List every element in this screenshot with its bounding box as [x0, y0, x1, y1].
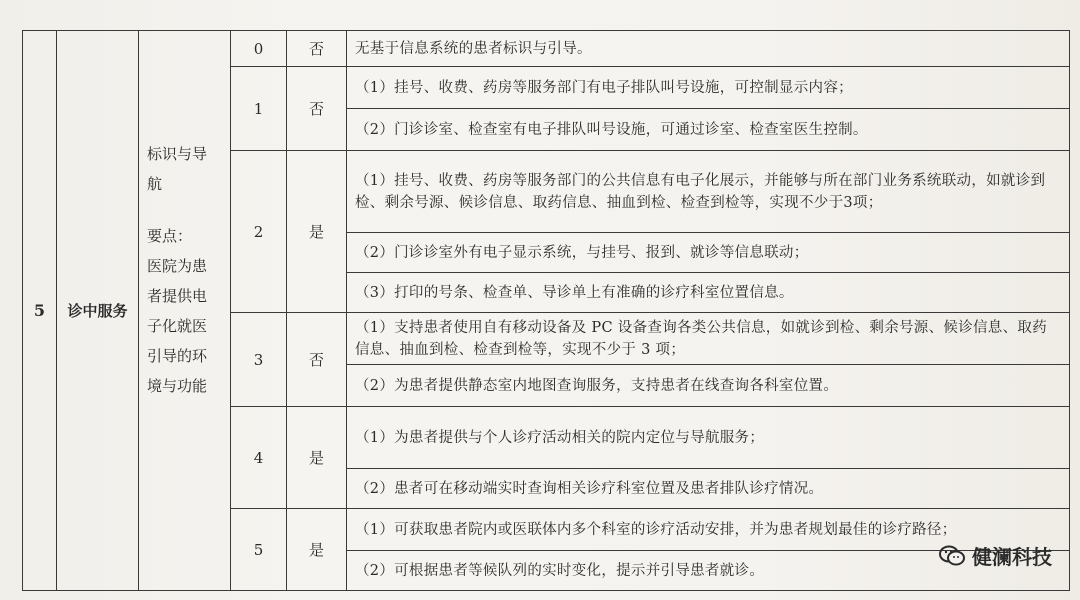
level-number: 0 — [231, 31, 287, 67]
key-points-line: 医院为患 — [147, 257, 208, 275]
requirement-text: （1）可获取患者院内或医联体内多个科室的诊疗活动安排，并为患者规划最佳的诊疗路径； — [347, 509, 1070, 551]
basic-flag: 否 — [287, 67, 347, 151]
watermark — [938, 541, 1052, 570]
requirement-text: （1）支持患者使用自有移动设备及 PC 设备查询各类公共信息，如就诊到检、剩余号源、候诊信息、取药信息、抽血到检、检查到检等，实现不少于 3 项； — [347, 313, 1070, 365]
requirement-text: （1）为患者提供与个人诊疗活动相关的院内定位与导航服务； — [347, 407, 1070, 469]
wechat-logo-icon — [938, 544, 966, 568]
basic-flag: 是 — [287, 151, 347, 313]
row-number: 5 — [23, 31, 57, 591]
key-points-line: 子化就医 — [147, 317, 208, 335]
requirement-text: （2）门诊诊室外有电子显示系统，与挂号、报到、就诊等信息联动； — [347, 233, 1070, 273]
level-number: 1 — [231, 67, 287, 151]
key-points-line: 境与功能 — [147, 377, 208, 395]
watermark-text: 健澜科技 — [972, 545, 1052, 569]
key-points-label: 要点： — [147, 227, 193, 245]
basic-flag: 否 — [287, 313, 347, 407]
requirement-text: （3）打印的号条、检查单、导诊单上有准确的诊疗科室位置信息。 — [347, 273, 1070, 313]
evaluation-table — [22, 30, 1070, 591]
basic-flag: 是 — [287, 509, 347, 591]
key-points-line: 引导的环 — [147, 347, 208, 365]
requirement-text: （2）门诊诊室、检查室有电子排队叫号设施，可通过诊室、检查室医生控制。 — [347, 109, 1070, 151]
category-cell: 诊中服务 — [57, 31, 139, 591]
requirement-text: 无基于信息系统的患者标识与引导。 — [347, 31, 1070, 67]
basic-flag: 否 — [287, 31, 347, 67]
requirement-text: （2）为患者提供静态室内地图查询服务，支持患者在线查询各科室位置。 — [347, 365, 1070, 407]
level-0-row — [23, 31, 1070, 67]
item-title-line: 航 — [147, 175, 163, 193]
level-number: 3 — [231, 313, 287, 407]
item-title-line: 标识与导 — [147, 145, 208, 163]
level-number: 2 — [231, 151, 287, 313]
requirement-text: （2）患者可在移动端实时查询相关诊疗科室位置及患者排队诊疗情况。 — [347, 469, 1070, 509]
key-points-line: 者提供电 — [147, 287, 208, 305]
requirement-text: （2）可根据患者等候队列的实时变化，提示并引导患者就诊。 — [347, 551, 1070, 591]
level-number: 4 — [231, 407, 287, 509]
item-cell — [139, 31, 231, 591]
requirement-text: （1）挂号、收费、药房等服务部门的公共信息有电子化展示，并能够与所在部门业务系统联动，如就诊到检、剩余号源、候诊信息、取药信息、抽血到检、检查到检等，实现不少于3项； — [347, 151, 1070, 233]
level-number: 5 — [231, 509, 287, 591]
requirement-text: （1）挂号、收费、药房等服务部门有电子排队叫号设施，可控制显示内容； — [347, 67, 1070, 109]
basic-flag: 是 — [287, 407, 347, 509]
